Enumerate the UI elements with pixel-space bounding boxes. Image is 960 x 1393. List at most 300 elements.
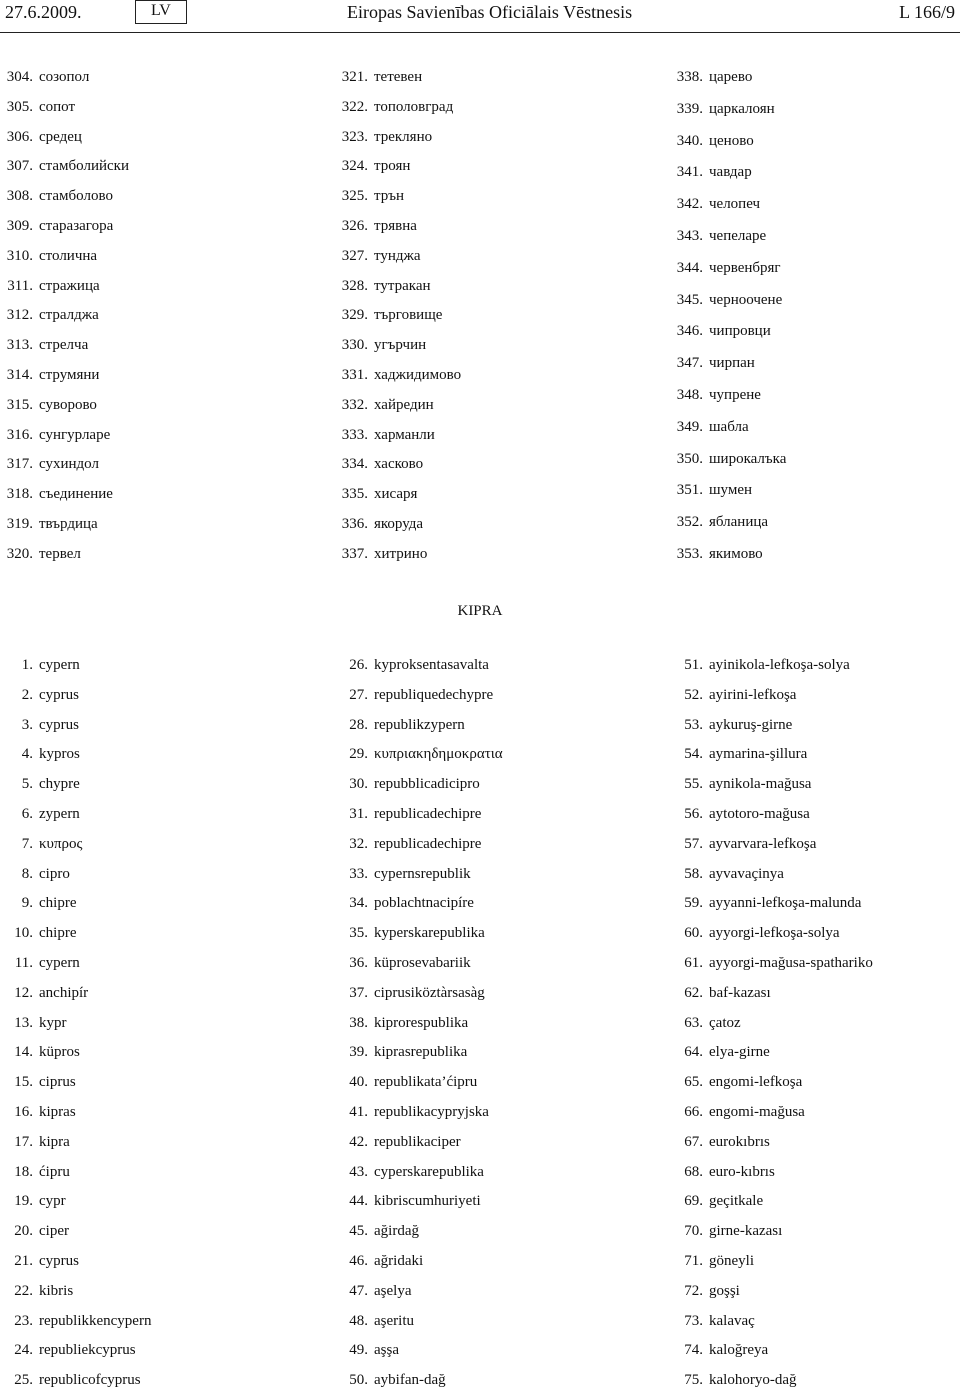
item-name: zypern: [39, 806, 80, 822]
item-name: kibris: [39, 1282, 74, 1299]
list-item: [670, 1311, 755, 1331]
list-item: [670, 194, 760, 214]
item-number: 313.: [6, 337, 33, 354]
item-name: шумен: [709, 482, 753, 499]
item-name: ayinikola-lefkoşa-solya: [709, 657, 850, 673]
item-number: 5.: [21, 776, 33, 793]
item-name: хисаря: [374, 486, 418, 503]
item-number: 330.: [341, 337, 368, 354]
item-number: 338.: [676, 69, 703, 85]
item-number: 315.: [6, 396, 33, 413]
item-name: якоруда: [374, 516, 424, 532]
item-number: 336.: [341, 516, 368, 532]
list-item: [0, 186, 113, 206]
item-number: 305.: [6, 98, 33, 115]
item-name: тунджа: [374, 247, 421, 264]
item-number: 1.: [21, 657, 33, 673]
item-name: republikzypern: [374, 716, 465, 733]
item-number: 318.: [6, 486, 33, 503]
item-name: съединение: [39, 486, 113, 503]
item-name: сухиндол: [39, 456, 99, 473]
item-name: kalohoryo-dağ: [709, 1372, 797, 1389]
item-number: 61.: [684, 955, 703, 971]
item-name: kiprorespublika: [374, 1014, 469, 1031]
item-number: 42.: [349, 1133, 368, 1150]
list-item: [335, 774, 480, 794]
item-number: 58.: [684, 865, 703, 882]
item-number: 56.: [684, 806, 703, 822]
page-header: [0, 0, 960, 33]
item-number: 39.: [349, 1044, 368, 1061]
list-item: [0, 97, 75, 117]
item-name: republikata’ćipru: [374, 1074, 478, 1091]
item-number: 323.: [341, 128, 368, 145]
list-item: [670, 385, 761, 405]
list-item: [0, 425, 110, 445]
item-name: poblachtnacipíre: [374, 895, 474, 912]
list-item: [335, 276, 431, 296]
list-item: [0, 1251, 79, 1271]
item-name: goşşi: [709, 1282, 740, 1299]
item-number: 324.: [341, 158, 368, 175]
item-number: 10.: [14, 925, 33, 942]
item-name: elya-girne: [709, 1044, 770, 1061]
item-name: чавдар: [709, 164, 752, 181]
list-item: [335, 1072, 477, 1092]
list-item: [335, 1221, 419, 1241]
item-number: 331.: [341, 367, 368, 383]
item-number: 30.: [349, 776, 368, 793]
item-number: 63.: [684, 1014, 703, 1031]
item-name: хасково: [374, 456, 424, 473]
item-name: kalavaç: [709, 1312, 755, 1329]
item-number: 319.: [6, 516, 33, 532]
item-name: стамболийски: [39, 158, 129, 175]
list-item: [335, 1311, 414, 1331]
list-item: [0, 544, 81, 564]
list-item: [670, 226, 766, 246]
item-name: ценово: [709, 132, 754, 149]
item-name: anchipír: [39, 984, 89, 1001]
list-item: [335, 864, 471, 884]
item-number: 332.: [341, 396, 368, 413]
item-number: 316.: [6, 426, 33, 443]
item-name: chypre: [39, 776, 80, 793]
list-item: [335, 1281, 411, 1301]
item-name: угърчин: [374, 337, 427, 354]
item-number: 345.: [676, 291, 703, 308]
item-number: 59.: [684, 895, 703, 912]
list-item: [670, 893, 861, 913]
item-number: 15.: [14, 1074, 33, 1091]
list-item: [0, 216, 113, 236]
item-name: тополовград: [374, 98, 454, 115]
item-number: 69.: [684, 1193, 703, 1210]
list-item: [335, 804, 481, 824]
item-name: geçitkale: [709, 1193, 764, 1210]
item-name: çatoz: [709, 1014, 741, 1031]
item-name: kypros: [39, 746, 80, 763]
list-item: [0, 1311, 151, 1331]
item-number: 6.: [21, 806, 33, 822]
list-item: [670, 321, 771, 341]
item-number: 306.: [6, 128, 33, 145]
item-name: κυπρος: [39, 835, 83, 852]
item-name: aşelya: [374, 1282, 412, 1299]
list-item: [0, 1102, 76, 1122]
list-item: [670, 162, 752, 182]
item-number: 320.: [6, 545, 33, 562]
item-number: 11.: [14, 955, 33, 971]
item-number: 68.: [684, 1163, 703, 1180]
list-item: [335, 365, 461, 385]
list-item: [670, 1370, 796, 1390]
list-item: [335, 1102, 489, 1122]
item-name: aşşa: [374, 1342, 399, 1359]
list-item: [670, 290, 782, 310]
item-name: тервел: [39, 545, 81, 562]
list-item: [670, 544, 763, 564]
item-name: ciper: [39, 1223, 69, 1240]
list-item: [670, 744, 807, 764]
list-item: [670, 512, 768, 532]
list-item: [0, 953, 80, 973]
item-number: 310.: [6, 247, 33, 264]
list-item: [335, 893, 474, 913]
list-item: [670, 923, 840, 943]
item-name: трън: [374, 188, 405, 205]
list-item: [335, 484, 417, 504]
item-name: aytotoro-mağusa: [709, 806, 810, 822]
list-item: [670, 1251, 754, 1271]
item-name: girne-kazası: [709, 1223, 783, 1240]
item-number: 312.: [6, 307, 33, 324]
item-name: шабла: [709, 418, 749, 435]
item-number: 28.: [349, 716, 368, 733]
item-number: 50.: [349, 1372, 368, 1389]
list-item: [335, 923, 485, 943]
item-number: 344.: [676, 259, 703, 276]
list-item: [0, 1281, 73, 1301]
item-name: суворово: [39, 396, 97, 413]
item-name: ćipru: [39, 1163, 70, 1180]
item-name: царкалоян: [709, 100, 775, 117]
item-name: ayyanni-lefkoşa-malunda: [709, 895, 862, 912]
list-item: [670, 1191, 763, 1211]
item-name: тутракан: [374, 277, 431, 294]
item-number: 4.: [21, 746, 33, 763]
item-number: 2.: [21, 686, 33, 703]
list-item: [0, 454, 99, 474]
item-number: 74.: [684, 1342, 703, 1359]
item-number: 14.: [14, 1044, 33, 1061]
item-number: 73.: [684, 1312, 703, 1329]
item-number: 24.: [14, 1342, 33, 1359]
list-item: [335, 1162, 484, 1182]
item-number: 308.: [6, 188, 33, 205]
list-item: [0, 1340, 136, 1360]
item-name: хайредин: [374, 396, 434, 413]
journal-title: Eiropas Savienības Oficiālais Vēstnesis: [347, 2, 633, 22]
list-item: [0, 484, 113, 504]
list-item: [670, 1072, 802, 1092]
item-number: 23.: [14, 1312, 33, 1329]
item-number: 25.: [14, 1372, 33, 1389]
list-item: [0, 983, 88, 1003]
item-number: 66.: [684, 1104, 703, 1120]
item-name: cypernsrepublik: [374, 865, 471, 882]
item-number: 3.: [21, 716, 33, 733]
item-name: ayyorgi-mağusa-spathariko: [709, 955, 873, 971]
list-item: [335, 1013, 468, 1033]
list-item: [335, 514, 423, 534]
item-name: средец: [39, 128, 82, 145]
item-number: 26.: [349, 657, 368, 673]
item-name: харманли: [374, 426, 435, 443]
list-item: [335, 685, 493, 705]
item-number: 45.: [349, 1223, 368, 1240]
list-item: [0, 1162, 70, 1182]
list-item: [0, 1221, 69, 1241]
item-number: 329.: [341, 307, 368, 324]
list-item: [0, 685, 79, 705]
item-number: 70.: [684, 1223, 703, 1240]
list-item: [335, 395, 434, 415]
item-name: хаджидимово: [374, 367, 462, 383]
item-name: трекляно: [374, 128, 433, 145]
item-number: 19.: [14, 1193, 33, 1210]
list-item: [670, 655, 850, 675]
item-name: царево: [709, 69, 753, 85]
item-number: 18.: [14, 1163, 33, 1180]
list-item: [670, 480, 752, 500]
item-number: 326.: [341, 218, 368, 234]
item-number: 346.: [676, 323, 703, 340]
language-badge: LV: [135, 0, 187, 24]
page-number: L 166/9: [899, 2, 955, 22]
item-number: 54.: [684, 746, 703, 763]
list-item: [0, 834, 82, 854]
item-name: engomi-lefkoşa: [709, 1074, 803, 1091]
list-item: [335, 305, 442, 325]
list-item: [0, 864, 70, 884]
list-item: [670, 1013, 741, 1033]
item-name: aykuruş-girne: [709, 716, 793, 733]
item-name: ağirdağ: [374, 1223, 419, 1240]
item-number: 352.: [676, 514, 703, 531]
item-number: 9.: [21, 895, 33, 912]
item-number: 48.: [349, 1312, 368, 1329]
list-item: [0, 1370, 141, 1390]
item-number: 52.: [684, 686, 703, 703]
list-item: [670, 1340, 768, 1360]
item-number: 33.: [349, 865, 368, 882]
item-name: republikacypryjska: [374, 1104, 489, 1120]
item-name: челопеч: [709, 196, 761, 213]
list-item: [335, 1132, 461, 1152]
item-name: трявна: [374, 218, 417, 234]
item-number: 333.: [341, 426, 368, 443]
item-number: 71.: [684, 1253, 703, 1269]
item-number: 317.: [6, 456, 33, 473]
list-item: [0, 335, 88, 355]
list-item: [0, 655, 80, 675]
list-item: [335, 953, 471, 973]
item-number: 7.: [21, 835, 33, 852]
list-item: [670, 1281, 740, 1301]
item-number: 347.: [676, 355, 703, 372]
item-name: göneyli: [709, 1253, 754, 1269]
list-item: [670, 258, 781, 278]
list-item: [0, 156, 129, 176]
list-item: [335, 1191, 481, 1211]
list-item: [0, 744, 80, 764]
list-item: [670, 1042, 770, 1062]
item-name: küprosevabariik: [374, 955, 471, 971]
item-number: 36.: [349, 955, 368, 971]
item-name: κυπριακηδημοκρατια: [374, 746, 503, 763]
item-name: kypr: [39, 1014, 67, 1031]
item-name: чепеларе: [709, 228, 767, 244]
item-number: 62.: [684, 984, 703, 1001]
item-name: сунгурларе: [39, 426, 111, 443]
item-number: 339.: [676, 100, 703, 117]
list-item: [670, 353, 755, 373]
item-number: 34.: [349, 895, 368, 912]
list-item: [0, 923, 76, 943]
item-number: 20.: [14, 1223, 33, 1240]
item-name: столична: [39, 247, 98, 264]
list-item: [0, 1191, 66, 1211]
item-number: 46.: [349, 1253, 368, 1269]
item-number: 13.: [14, 1014, 33, 1031]
item-name: engomi-mağusa: [709, 1104, 805, 1120]
list-item: [335, 744, 503, 764]
item-number: 40.: [349, 1074, 368, 1091]
list-item: [0, 67, 89, 87]
item-number: 307.: [6, 158, 33, 175]
list-item: [335, 246, 421, 266]
list-item: [0, 514, 98, 534]
item-name: chipre: [39, 895, 77, 912]
list-item: [670, 67, 752, 87]
list-item: [670, 804, 810, 824]
list-item: [335, 67, 422, 87]
item-name: твърдица: [39, 516, 98, 532]
list-item: [0, 1072, 76, 1092]
list-item: [670, 685, 796, 705]
list-item: [335, 156, 410, 176]
item-name: сопот: [39, 98, 76, 115]
item-number: 21.: [14, 1253, 33, 1269]
list-item: [670, 834, 816, 854]
list-item: [335, 97, 453, 117]
item-name: cyprus: [39, 1253, 79, 1269]
list-item: [0, 1013, 67, 1033]
list-item: [335, 1340, 399, 1360]
item-name: republikkencypern: [39, 1312, 152, 1329]
item-name: aşeritu: [374, 1312, 414, 1329]
item-number: 328.: [341, 277, 368, 294]
list-item: [335, 834, 481, 854]
item-number: 51.: [684, 657, 703, 673]
item-name: kipra: [39, 1133, 70, 1150]
item-name: струмяни: [39, 367, 100, 383]
item-name: kibriscumhuriyeti: [374, 1193, 481, 1210]
item-name: eurokıbrıs: [709, 1133, 770, 1150]
list-item: [335, 216, 417, 236]
item-name: küpros: [39, 1044, 80, 1061]
item-name: republikaciper: [374, 1133, 461, 1150]
item-number: 343.: [676, 228, 703, 244]
item-name: euro-kıbrıs: [709, 1163, 775, 1180]
item-name: aybifan-dağ: [374, 1372, 446, 1389]
item-number: 65.: [684, 1074, 703, 1091]
item-name: kaloğreya: [709, 1342, 769, 1359]
item-number: 22.: [14, 1282, 33, 1299]
item-name: kipras: [39, 1104, 76, 1120]
item-number: 27.: [349, 686, 368, 703]
list-item: [670, 983, 771, 1003]
item-number: 55.: [684, 776, 703, 793]
item-name: cypr: [39, 1193, 66, 1210]
list-item: [0, 804, 80, 824]
item-name: ciprus: [39, 1074, 76, 1091]
list-item: [670, 131, 754, 151]
item-number: 304.: [6, 69, 33, 85]
list-item: [0, 774, 80, 794]
item-name: широкалъка: [709, 450, 787, 467]
item-number: 349.: [676, 418, 703, 435]
item-number: 31.: [349, 806, 368, 822]
item-name: cyprus: [39, 686, 79, 703]
list-item: [0, 305, 99, 325]
item-name: ayirini-lefkoşa: [709, 686, 797, 703]
list-item: [670, 774, 811, 794]
item-name: kiprasrepublika: [374, 1044, 468, 1061]
item-name: черноочене: [709, 291, 783, 308]
item-name: търговище: [374, 307, 443, 324]
list-item: [335, 655, 489, 675]
item-name: cypern: [39, 955, 80, 971]
item-number: 322.: [341, 98, 368, 115]
item-number: 67.: [684, 1133, 703, 1150]
list-item: [0, 365, 99, 385]
item-name: republicadechipre: [374, 806, 482, 822]
item-number: 342.: [676, 196, 703, 213]
item-number: 41.: [349, 1104, 368, 1120]
list-item: [0, 127, 82, 147]
item-number: 351.: [676, 482, 703, 499]
item-name: cipro: [39, 865, 70, 882]
item-number: 44.: [349, 1193, 368, 1210]
item-name: стрелча: [39, 337, 89, 354]
item-name: cypern: [39, 657, 80, 673]
item-number: 350.: [676, 450, 703, 467]
list-item: [0, 276, 100, 296]
list-item: [0, 715, 79, 735]
item-name: baf-kazası: [709, 984, 771, 1001]
item-name: троян: [374, 158, 411, 175]
item-number: 38.: [349, 1014, 368, 1031]
item-name: стамболово: [39, 188, 113, 205]
item-name: republicadechipre: [374, 835, 482, 852]
item-name: ayyorgi-lefkoşa-solya: [709, 925, 840, 942]
list-item: [0, 893, 76, 913]
item-number: 12.: [14, 984, 33, 1001]
item-number: 353.: [676, 546, 703, 562]
item-number: 337.: [341, 545, 368, 562]
